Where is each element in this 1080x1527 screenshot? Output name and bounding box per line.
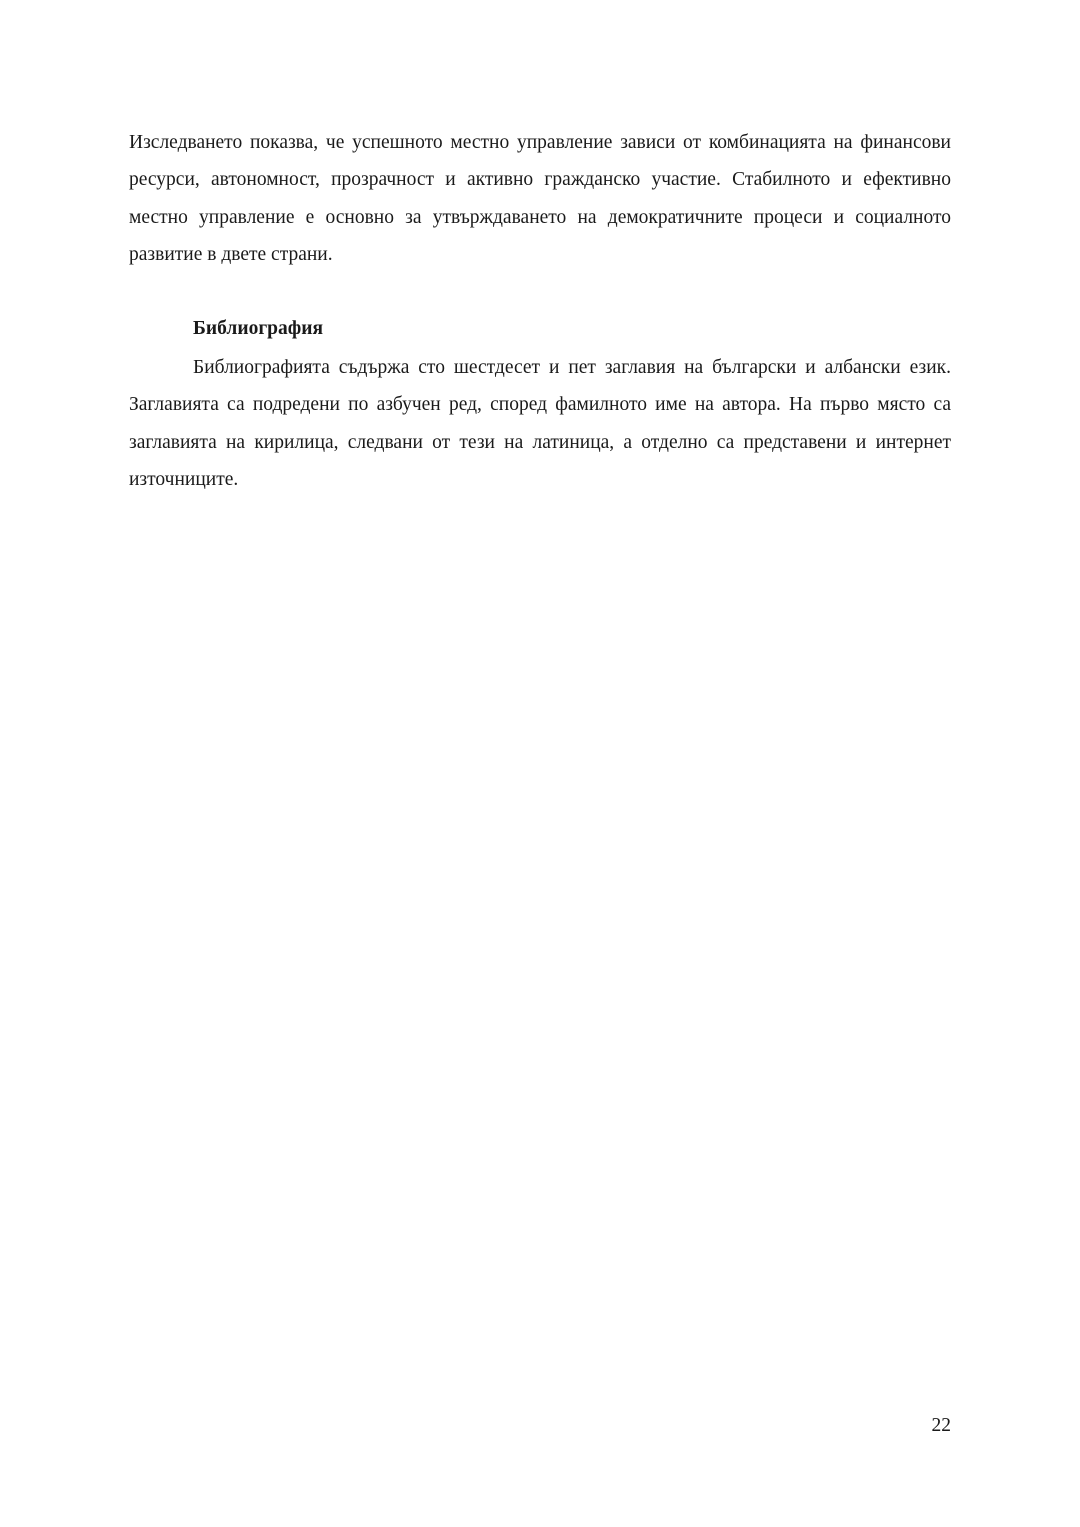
- page-number: 22: [931, 1415, 951, 1436]
- conclusion-paragraph: Изследването показва, че успешното местно управление зависи от комбинацията на финансови ресурси, автономност, прозрачност и активно гражданско участие. Стабилното и ефективно местно управление е основно за утвърждаването на демократичните процеси и социалното развитие в двете страни.: [129, 132, 951, 265]
- bibliography-heading: Библиография: [193, 318, 324, 339]
- bibliography-paragraph: Библиографията съдържа сто шестдесет и пет заглавия на български и албански език. Заглавията са подредени по азбучен ред, според фамилното име на автора. На първо място са заглавията на кирилица, следвани от тези на латиница, а отделно са представени и интернет източниците.: [129, 357, 951, 490]
